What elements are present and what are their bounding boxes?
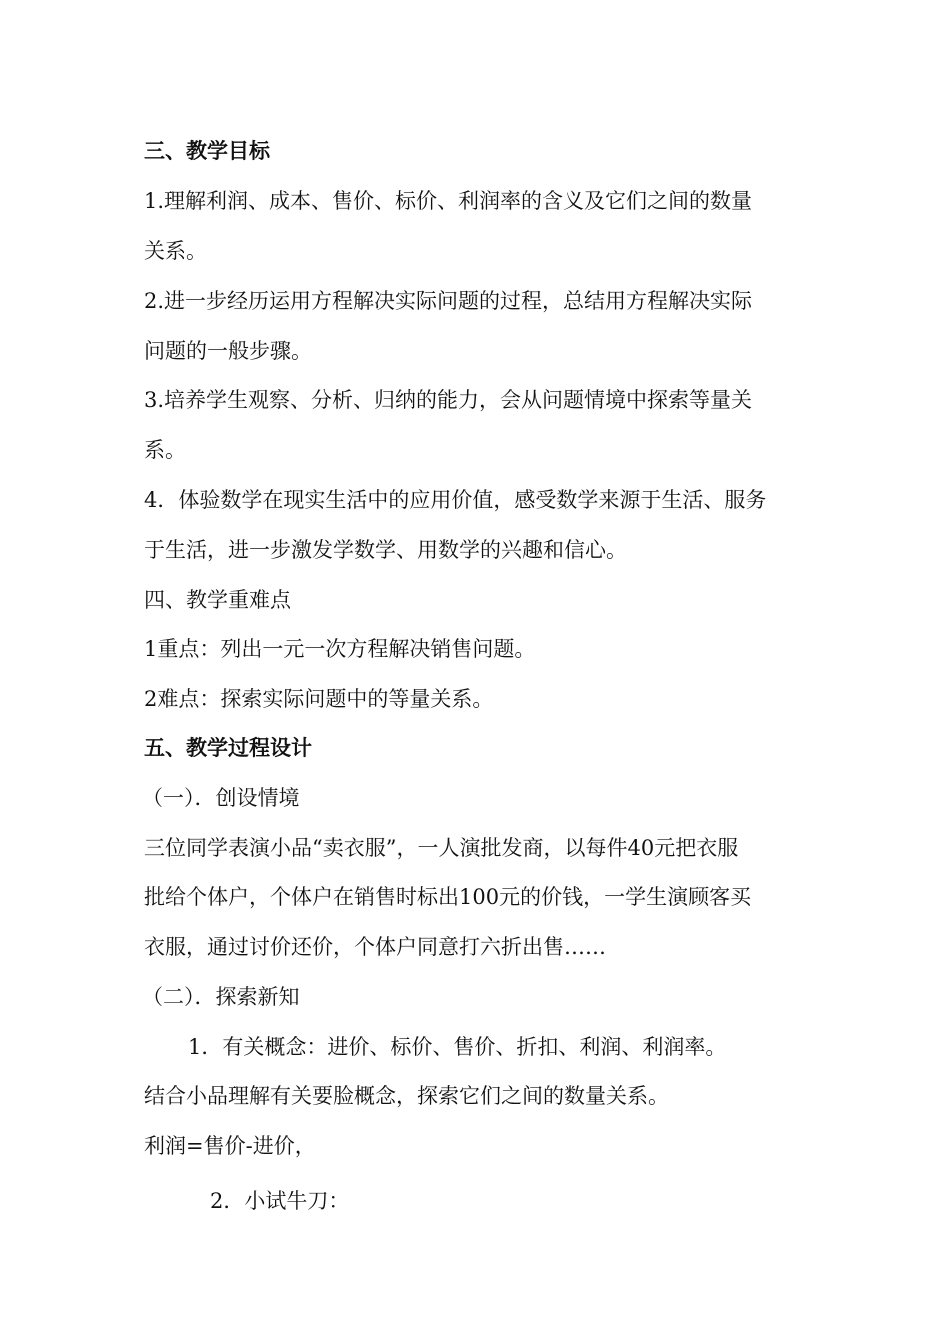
subsection-heading: （一）．创设情境 <box>142 786 300 810</box>
paragraph-line: 系。 <box>144 438 186 462</box>
paragraph-line: 2难点：探索实际问题中的等量关系。 <box>144 687 494 711</box>
paragraph-line: 结合小品理解有关要脸概念，探索它们之间的数量关系。 <box>144 1084 669 1108</box>
subsection-heading: （二）．探索新知 <box>142 985 300 1009</box>
paragraph-line: 1重点：列出一元一次方程解决销售问题。 <box>144 637 536 661</box>
paragraph-line: 3.培养学生观察、分析、归纳的能力，会从问题情境中探索等量关 <box>144 388 753 412</box>
paragraph-line: 4．体验数学在现实生活中的应用价值，感受数学来源于生活、服务 <box>144 488 767 512</box>
paragraph-line: 关系。 <box>144 239 207 263</box>
paragraph-line: 1.理解利润、成本、售价、标价、利润率的含义及它们之间的数量 <box>144 189 753 213</box>
paragraph-line: 问题的一般步骤。 <box>144 339 312 363</box>
paragraph-line: 三位同学表演小品“卖衣服”，一人演批发商，以每件40元把衣服 <box>144 836 739 860</box>
formula-line: 利润=售价-进价， <box>144 1134 316 1158</box>
list-item: 1．有关概念：进价、标价、售价、折扣、利润、利润率。 <box>188 1035 727 1059</box>
list-item: 2．小试牛刀： <box>210 1189 350 1213</box>
paragraph-line: 衣服，通过讨价还价，个体户同意打六折出售…… <box>144 935 606 959</box>
paragraph-line: 批给个体户，个体户在销售时标出100元的价钱，一学生演顾客买 <box>144 885 752 909</box>
paragraph-line: 于生活，进一步激发学数学、用数学的兴趣和信心。 <box>144 538 627 562</box>
section-heading-key-points: 四、教学重难点 <box>144 588 291 612</box>
section-heading-process: 五、教学过程设计 <box>144 736 312 760</box>
paragraph-line: 2.进一步经历运用方程解决实际问题的过程，总结用方程解决实际 <box>144 289 753 313</box>
section-heading-objectives: 三、教学目标 <box>144 139 270 163</box>
